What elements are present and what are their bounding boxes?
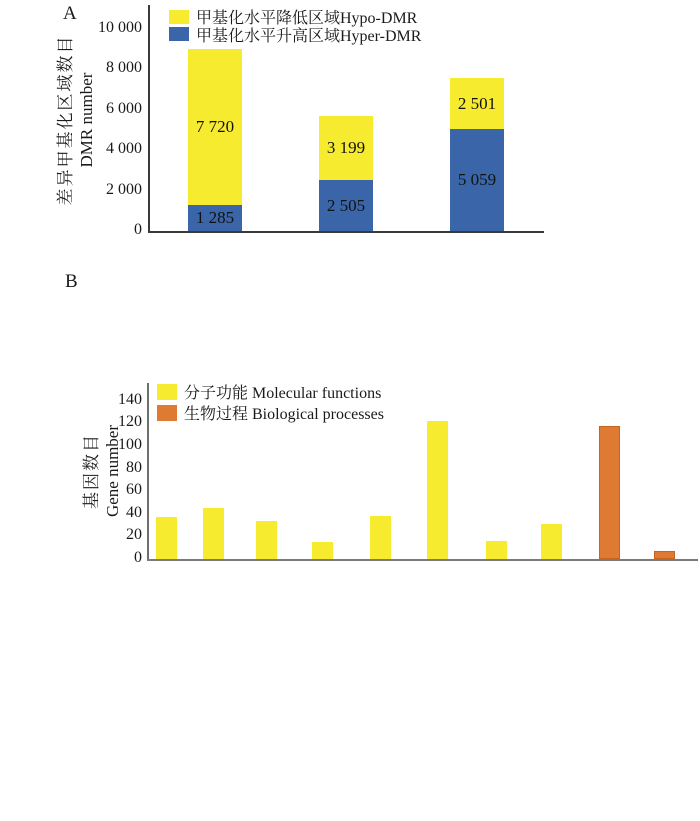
gene-bar <box>654 551 675 559</box>
chart-a-y-axis-title <box>55 0 97 256</box>
chart-b-y-axis-title-en: Gene number <box>103 424 122 518</box>
y-tick-label: 8 000 <box>106 59 142 77</box>
legend-label: 生物过程 Biological processes <box>184 406 384 423</box>
chart-a-y-axis-title-en: DMR number <box>77 72 96 168</box>
bar-value-label: 2 505 <box>326 195 366 215</box>
gene-bar <box>427 421 448 559</box>
gene-bar <box>256 521 277 559</box>
gene-bar <box>541 524 562 559</box>
y-tick-label: 0 <box>134 221 142 238</box>
y-tick-label: 60 <box>126 481 142 499</box>
panel-a-label: A <box>63 3 77 24</box>
chart-b-x-axis-line <box>147 559 698 561</box>
chart-b-y-axis-line <box>147 383 149 561</box>
chart-a-y-axis-line <box>148 5 150 233</box>
legend-item <box>169 23 421 46</box>
chart-a-y-axis-title-zh: 差异甲基化区域数目 <box>56 34 75 206</box>
bar-value-label: 1 285 <box>195 208 235 227</box>
hyper-dmr-bar-segment <box>450 129 504 231</box>
legend-swatch <box>157 405 177 421</box>
gene-bar <box>203 508 224 559</box>
panel-b-label: B <box>65 271 78 292</box>
hypo-dmr-bar-segment <box>450 78 504 129</box>
gene-bar <box>312 542 333 559</box>
legend-item <box>157 380 381 403</box>
hypo-dmr-bar-segment <box>319 116 373 181</box>
legend-item <box>157 401 384 424</box>
y-tick-label: 10 000 <box>98 19 142 36</box>
y-tick-label: 120 <box>118 413 142 431</box>
y-tick-label: 100 <box>118 436 142 453</box>
gene-bar <box>156 517 177 559</box>
y-tick-label: 140 <box>118 390 142 408</box>
legend-swatch <box>157 384 177 400</box>
legend-label: 甲基化水平升高区域Hyper-DMR <box>196 27 422 45</box>
legend-label: 分子功能 Molecular functions <box>184 385 382 402</box>
bar-value-label: 7 720 <box>195 117 235 137</box>
y-tick-label: 40 <box>126 503 142 521</box>
gene-bar <box>599 426 620 559</box>
y-tick-label: 20 <box>126 526 142 544</box>
y-tick-label: 80 <box>126 458 142 476</box>
bar-value-label: 2 501 <box>457 93 497 113</box>
hyper-dmr-bar-segment <box>188 205 242 231</box>
y-tick-label: 6 000 <box>106 99 142 117</box>
bar-value-label: 5 059 <box>457 169 497 189</box>
gene-bar <box>370 516 391 559</box>
legend-swatch <box>169 10 189 24</box>
chart-a-x-axis-line <box>148 231 544 233</box>
legend-label: 甲基化水平降低区域Hypo-DMR <box>196 10 418 27</box>
y-tick-label: 0 <box>134 549 142 566</box>
bar-value-label: 3 199 <box>326 138 366 158</box>
chart-b-y-axis-title-zh: 基因数目 <box>82 433 101 509</box>
legend-swatch <box>169 27 189 41</box>
hyper-dmr-bar-segment <box>319 180 373 231</box>
hypo-dmr-bar-segment <box>188 49 242 205</box>
gene-bar <box>486 541 507 559</box>
y-tick-label: 2 000 <box>106 180 142 198</box>
y-tick-label: 4 000 <box>106 140 142 158</box>
